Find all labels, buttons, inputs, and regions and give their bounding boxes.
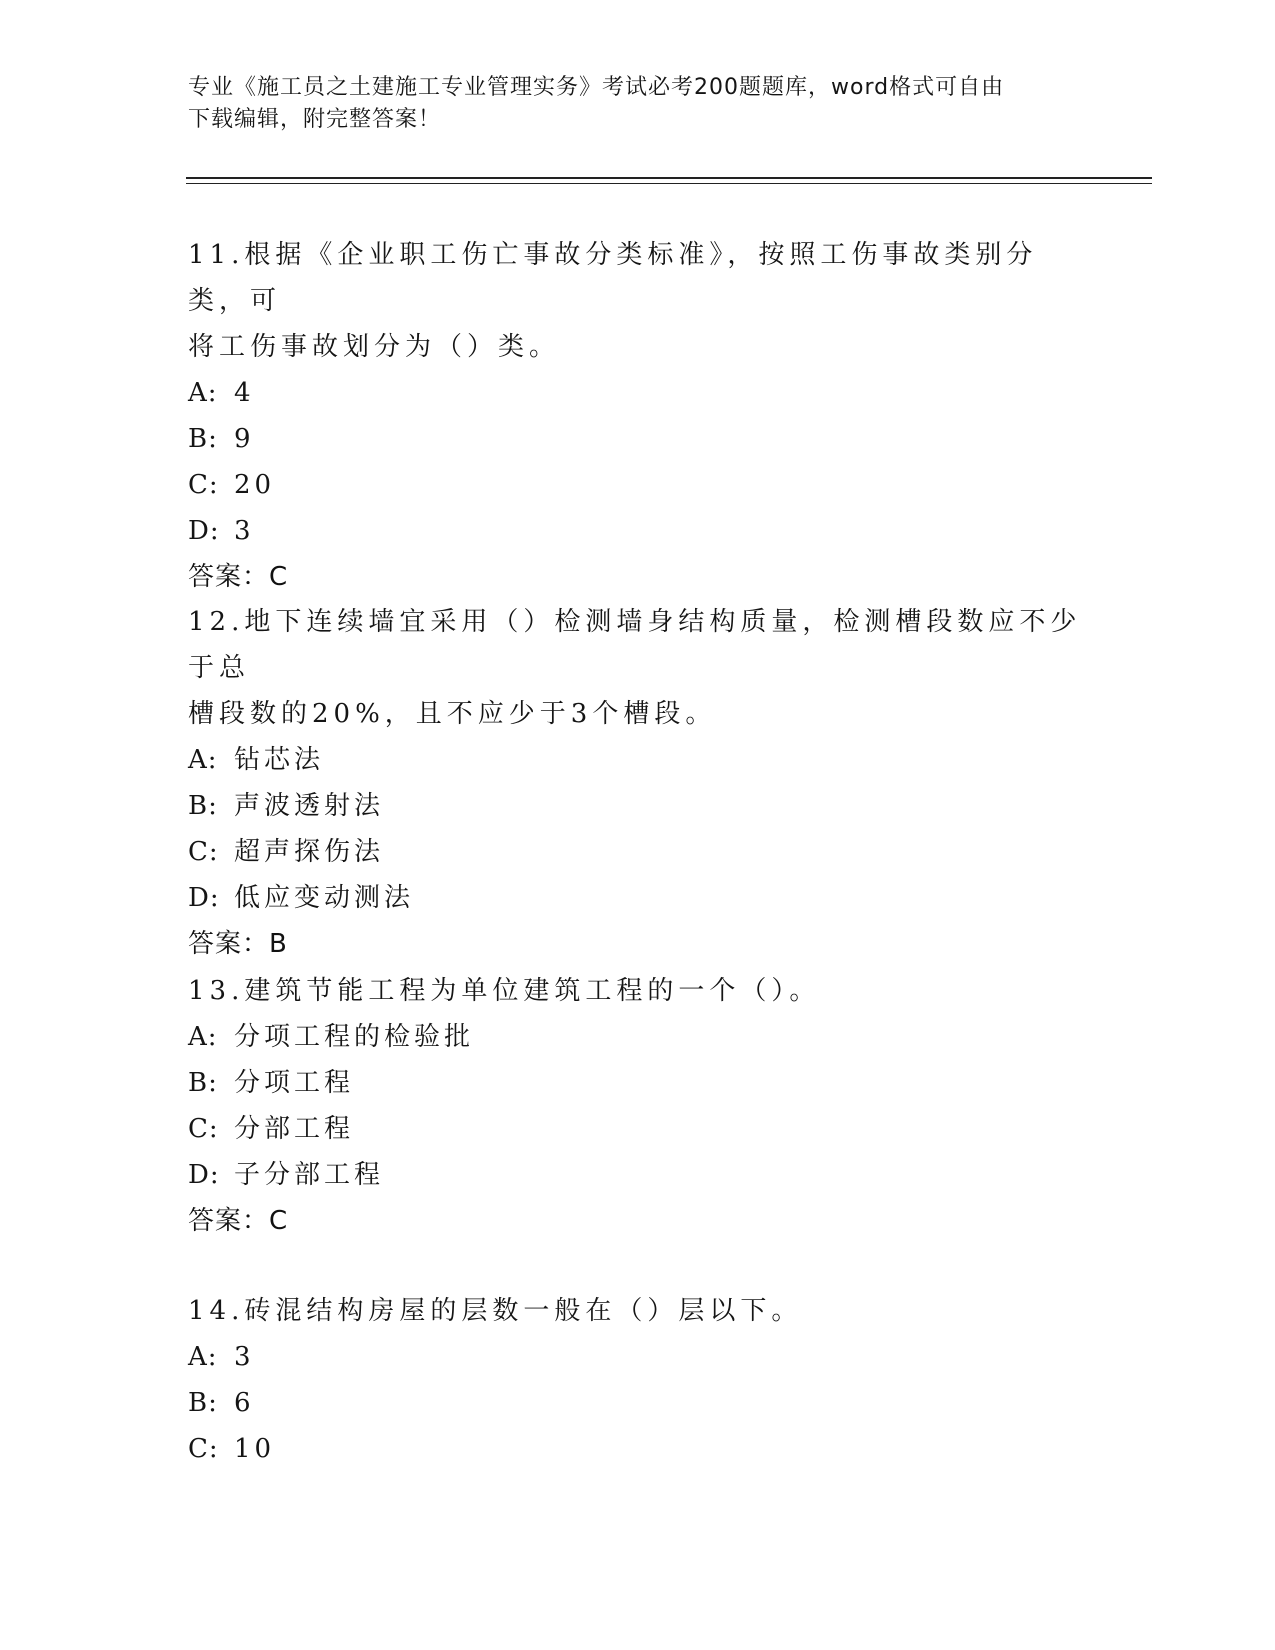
answer-label: 答案：B [188, 929, 288, 959]
option-text: 10 [234, 1434, 276, 1464]
question-stem-line: 槽段数的20%，且不应少于3个槽段。 [188, 699, 717, 729]
option-letter: A: [188, 1022, 218, 1052]
question-stem-line: 将工伤事故划分为（）类。 [188, 332, 561, 362]
option-letter: A: [188, 1342, 218, 1372]
option-letter: B: [188, 1388, 218, 1418]
question-stem-line: 14.砖混结构房屋的层数一般在（）层以下。 [188, 1296, 803, 1326]
option-text: 低应变动测法 [234, 883, 415, 913]
question-stem-line: 11.根据《企业职工伤亡事故分类标准》，按照工伤事故类别分类，可 [188, 240, 1038, 316]
option-c [188, 1106, 1088, 1152]
option-b [188, 783, 1088, 829]
option-b [188, 416, 1088, 462]
question-11 [188, 232, 1088, 600]
option-text: 20 [234, 470, 276, 500]
option-d [188, 508, 1088, 554]
question-stem-line: 13.建筑节能工程为单位建筑工程的一个（）。 [188, 976, 821, 1006]
answer-label: 答案：C [188, 1206, 289, 1236]
question-stem-line: 12.地下连续墙宜采用（）检测墙身结构质量，检测槽段数应不少于总 [188, 607, 1082, 683]
document-header [188, 72, 1068, 136]
option-c [188, 462, 1088, 508]
option-text: 分项工程的检验批 [234, 1022, 475, 1052]
answer-label: 答案：C [188, 562, 289, 592]
option-letter: A: [188, 378, 218, 408]
option-text: 6 [234, 1388, 255, 1418]
question-12 [188, 599, 1088, 967]
option-text: 钻芯法 [234, 745, 325, 775]
option-text: 声波透射法 [234, 791, 385, 821]
option-letter: B: [188, 1068, 218, 1098]
header-line-1: 专业《施工员之土建施工专业管理实务》考试必考200题题库，word格式可自由 [188, 75, 1005, 100]
header-line-2: 下载编辑，附完整答案！ [188, 107, 442, 132]
option-letter: D: [188, 516, 220, 546]
option-text: 子分部工程 [234, 1160, 385, 1190]
option-letter: C: [188, 1434, 219, 1464]
option-a [188, 1014, 1088, 1060]
option-text: 9 [234, 424, 255, 454]
header-divider-bottom [186, 183, 1152, 184]
option-b [188, 1060, 1088, 1106]
option-a [188, 737, 1088, 783]
option-text: 4 [234, 378, 255, 408]
option-d [188, 875, 1088, 921]
option-a [188, 370, 1088, 416]
option-c [188, 1426, 1088, 1472]
option-text: 3 [234, 1342, 255, 1372]
option-letter: B: [188, 791, 218, 821]
option-text: 分项工程 [234, 1068, 355, 1098]
option-text: 超声探伤法 [234, 837, 385, 867]
header-divider-top [186, 177, 1152, 179]
option-letter: B: [188, 424, 218, 454]
question-13 [188, 968, 1088, 1244]
option-letter: C: [188, 470, 219, 500]
option-d [188, 1152, 1088, 1198]
option-b [188, 1380, 1088, 1426]
option-letter: C: [188, 837, 219, 867]
option-c [188, 829, 1088, 875]
option-letter: C: [188, 1114, 219, 1144]
option-letter: D: [188, 883, 220, 913]
option-letter: A: [188, 745, 218, 775]
question-14 [188, 1288, 1088, 1472]
option-text: 分部工程 [234, 1114, 355, 1144]
option-text: 3 [234, 516, 255, 546]
option-a [188, 1334, 1088, 1380]
option-letter: D: [188, 1160, 220, 1190]
